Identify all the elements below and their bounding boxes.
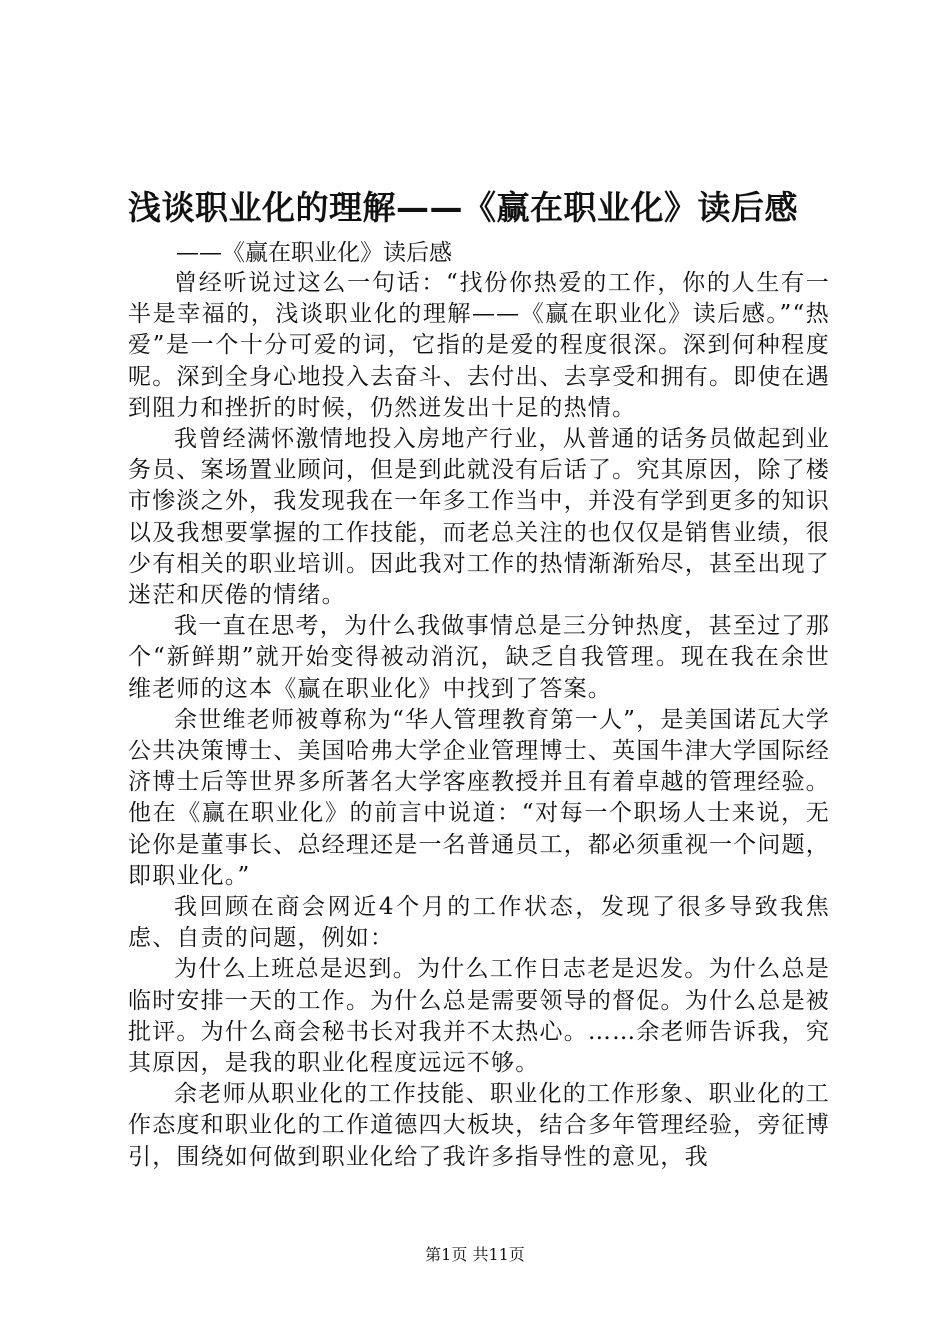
body-paragraph: 我回顾在商会网近4个月的工作状态，发现了很多导致我焦虑、自责的问题，例如： [128,894,830,952]
body-paragraph: 余老师从职业化的工作技能、职业化的工作形象、职业化的工作态度和职业化的工作道德四大板块，结合多年管理经验，旁征博引，围绕如何做到职业化给了我许多指导性的意见，我 [128,1081,830,1170]
document-title: 浅谈职业化的理解——《赢在职业化》读后感 [128,188,798,227]
body-paragraph: 我一直在思考，为什么我做事情总是三分钟热度，甚至过了那个“新鲜期”就开始变得被动消沉，缺乏自我管理。现在我在余世维老师的这本《赢在职业化》中找到了答案。 [128,613,830,702]
page-number-footer: 第1页 共11页 [425,1245,525,1264]
body-paragraph: 余世维老师被尊称为“华人管理教育第一人”，是美国诺瓦大学公共决策博士、美国哈弗大学企业管理博士、英国牛津大学国际经济博士后等世界多所著名大学客座教授并且有着卓越的管理经验。他在《赢在职业化》的前言中说道：“对每一个职场人士来说，无论你是董事长、总经理还是一名普通员工，都必须重视一个问题，即职业化。” [128,706,830,889]
document-body [128,268,830,1173]
body-paragraph: 曾经听说过这么一句话：“找份你热爱的工作，你的人生有一半是幸福的，浅谈职业化的理解——《赢在职业化》读后感。”“热爱”是一个十分可爱的词，它指的是爱的程度很深。深到何种程度呢。深到全身心地投入去奋斗、去付出、去享受和拥有。即使在遇到阻力和挫折的时候，仍然迸发出十足的热情。 [128,270,830,421]
document-subtitle: ——《赢在职业化》读后感 [176,240,452,266]
body-paragraph: 我曾经满怀激情地投入房地产行业，从普通的话务员做起到业务员、案场置业顾问，但是到此就没有后话了。究其原因，除了楼市惨淡之外，我发现我在一年多工作当中，并没有学到更多的知识以及我想要掌握的工作技能，而老总关注的也仅仅是销售业绩，很少有相关的职业培训。因此我对工作的热情渐渐殆尽，甚至出现了迷茫和厌倦的情绪。 [128,426,830,609]
body-paragraph: 为什么上班总是迟到。为什么工作日志老是迟发。为什么总是临时安排一天的工作。为什么总是需要领导的督促。为什么总是被批评。为什么商会秘书长对我并不太热心。……余老师告诉我，究其原因，是我的职业化程度远远不够。 [128,956,830,1077]
